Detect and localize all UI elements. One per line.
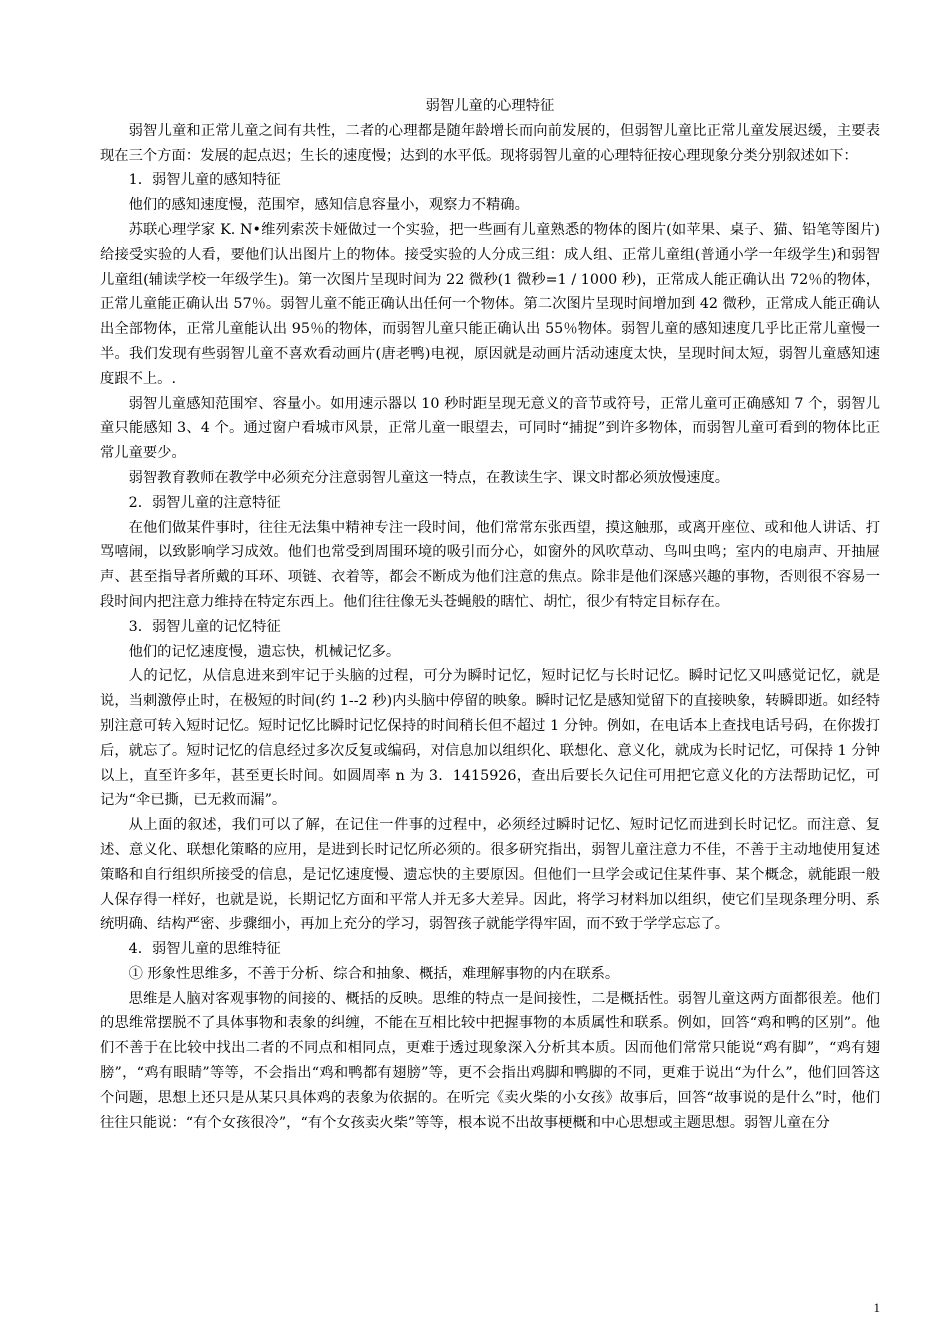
paragraph: 在他们做某件事时，往往无法集中精神专注一段时间，他们常常东张西望，摸这触那，或离开座位、或和他人讲话、打骂嘻闹，以致影响学习成效。他们也常受到周围环境的吸引而分心，如窗外的风吹草动、鸟叫虫鸣；室内的电扇声、开抽屉声、甚至指导者所戴的耳环、项链、衣着等，都会不断成为他们注意的焦点。除非是他们深感兴趣的事物，否则很不容易一段时间内把注意力维持在特定东西上。他们往往像无头苍蝇般的瞎忙、胡忙，很少有特定目标存在。 xyxy=(100,519,880,610)
page-number: 1 xyxy=(873,1300,880,1315)
paragraph: 弱智教育教师在教学中必须充分注意弱智儿童这一特点，在教读生字、课文时都必须放慢速度。 xyxy=(128,469,730,486)
paragraph: ① 形象性思维多，不善于分析、综合和抽象、概括，难理解事物的内在联系。 xyxy=(128,965,620,982)
paragraph: 思维是人脑对客观事物的间接的、概括的反映。思维的特点一是间接性，二是概括性。弱智儿童这两方面都很差。他们的思维常摆脱不了具体事物和表象的纠缠，不能在互相比较中把握事物的本质属性和联系。例如，回答“鸡和鸭的区别”。他们不善于在比较中找出二者的不同点和相同点，更难于透过现象深入分析其本质。因而他们常常只能说“鸡有脚”，“鸡有翅膀”，“鸡有眼睛”等等，不会指出“鸡和鸭都有翅膀”等，更不会指出鸡脚和鸭脚的不同，更难于说出“为什么”，他们回答这个问题，思想上还只是从某只具体鸡的表象为依据的。在听完《卖火柴的小女孩》故事后，回答“故事说的是什么”时，他们往往只能说：“有个女孩很冷”，“有个女孩卖火柴”等等，根本说不出故事梗概和中心思想或主题思想。弱智儿童在分 xyxy=(100,990,880,1131)
section-heading-thinking: 4．弱智儿童的思维特征 xyxy=(128,941,281,958)
section-heading-attention: 2．弱智儿童的注意特征 xyxy=(128,494,281,511)
paragraph: 苏联心理学家 K. N•维列索茨卡娅做过一个实验，把一些画有儿童熟悉的物体的图片(如苹果、桌子、猫、铅笔等图片)给接受实验的人看，要他们认出图片上的物体。接受实验的人分成三组：成人组、正常儿童组(普通小学一年级学生)和弱智儿童组(辅读学校一年级学生)。第一次图片呈现时间为 22 微秒(1 微秒=1 / 1000 秒)，正常成人能正确认出 72％的物体，正常儿童能正确认出 57％。弱智儿童不能正确认出任何一个物体。第二次图片呈现时间增加到 42 微秒，正常成人能正确认出全部物体，正常儿童能认出 95％的物体，而弱智儿童只能正确认出 55％物体。弱智儿童的感知速度几乎比正常儿童慢一半。我们发现有些弱智儿童不喜欢看动画片(唐老鸭)电视，原因就是动画片活动速度太快，呈现时间太短，弱智儿童感知速度跟不上。. xyxy=(100,221,880,387)
paragraph: 他们的感知速度慢，范围窄，感知信息容量小，观察力不精确。 xyxy=(128,197,529,214)
document-title: 弱智儿童的心理特征 xyxy=(425,98,555,114)
paragraph: 他们的记忆速度慢，遗忘快，机械记忆多。 xyxy=(128,643,401,660)
document-body xyxy=(100,94,880,1135)
section-heading-perception: 1．弱智儿童的感知特征 xyxy=(128,172,281,189)
paragraph: 人的记忆，从信息进来到牢记于头脑的过程，可分为瞬时记忆，短时记忆与长时记忆。瞬时记忆又叫感觉记忆，就是说，当刺激停止时，在极短的时间(约 1--2 秒)内头脑中停留的映象。瞬时记忆是感知觉留下的直接映象，转瞬即逝。如经特别注意可转入短时记忆。短时记忆比瞬时记忆保持的时间稍长但不超过 1 分钟。例如，在电话本上查找电话号码，在你拨打后，就忘了。短时记忆的信息经过多次反复或编码，对信息加以组织化、联想化、意义化，就成为长时记忆，可保持 1 分钟以上，直至许多年，甚至更长时间。如圆周率 n 为 3．1415926，查出后要长久记住可用把它意义化的方法帮助记忆，可记为“伞已撕，已无救而漏”。 xyxy=(100,668,880,809)
section-heading-memory: 3．弱智儿童的记忆特征 xyxy=(128,618,281,635)
paragraph: 从上面的叙述，我们可以了解，在记住一件事的过程中，必须经过瞬时记忆、短时记忆而进到长时记忆。而注意、复述、意义化、联想化策略的应用，是进到长时记忆所必须的。很多研究指出，弱智儿童注意力不佳，不善于主动地使用复述策略和自行组织所接受的信息，是记忆速度慢、遗忘快的主要原因。但他们一旦学会或记住某件事、某个概念，就能跟一般人保存得一样好，也就是说，长期记忆方面和平常人并无多大差异。因此，将学习材料加以组织，使它们呈现条理分明、系统明确、结构严密、步骤细小，再加上充分的学习，弱智孩子就能学得牢固，而不致于学学忘忘了。 xyxy=(100,817,880,933)
intro-paragraph: 弱智儿童和正常儿童之间有共性，二者的心理都是随年龄增长而向前发展的，但弱智儿童比正常儿童发展迟缓，主要表现在三个方面：发展的起点迟；生长的速度慢；达到的水平低。现将弱智儿童的心理特征按心理现象分类分别叙述如下： xyxy=(100,122,880,164)
paragraph: 弱智儿童感知范围窄、容量小。如用速示器以 10 秒时距呈现无意义的音节或符号，正常儿童可正确感知 7 个，弱智儿童只能感知 3、4 个。通过窗户看城市风景，正常儿童一眼望去，可同时“捕捉”到许多物体，而弱智儿童可看到的物体比正常儿童要少。 xyxy=(100,395,880,462)
